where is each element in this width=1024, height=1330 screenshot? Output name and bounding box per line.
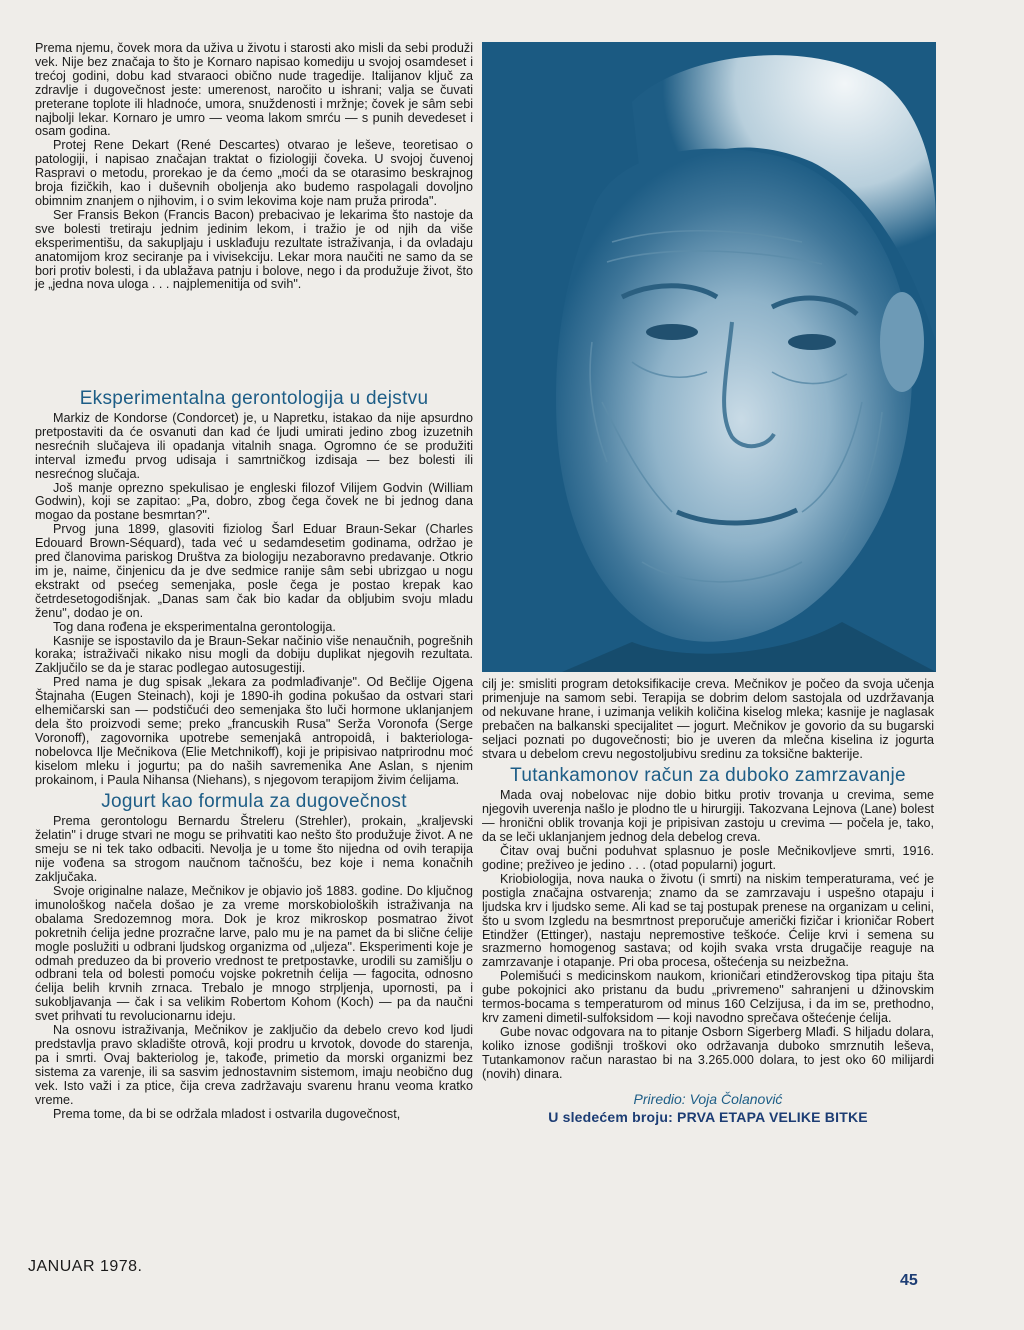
paragraph: Protej Rene Dekart (René Descartes) otvarao je leševe, teoretisao o patologiji, i napisao značajan traktat o fiziologiji čoveka. U svojoj čuvenoj Raspravi o metodu, prorekao je da ćemo „moći da se otarasimo beskrajnog broja fizičkih, kao i duševnih oboljenja ako budemo raspolagali dovoljno obimnim znanjem o njihovim, i o svim lekovima koje nam pruža priroda". <box>35 138 473 208</box>
elderly-woman-portrait-image <box>482 42 936 672</box>
paragraph: Tog dana rođena je eksperimentalna gerontologija. <box>53 619 336 634</box>
paragraph: Kriobiologija, nova nauka o životu (i smrti) na niskim temperaturama, već je postigla značajna ostvarenja; znamo da se zamrzavaju i uspešno otapaju i ljudska krv i ljudsko seme. Ali kad se taj postupak prenese na organizam u celini, što u svom Izgledu na besmrtnost preporučuje američki fizičar i krioničar Robert Etindžer (Ettinger), nastaju nepremostive teškoće. Ćelije krvi i semena su srazmerno homogenog sastava; od kojih svaka vrsta drugačije reaguje na zamrzavanje i otapanje. Pri oba procesa, oštećenja su neizbežna. <box>482 871 934 970</box>
right-column <box>482 678 934 1125</box>
paragraph: Kasnije se ispostavilo da je Braun-Sekar načinio više nenaučnih, pogrešnih koraka; istraživači nikako nisu mogli da dobiju duplikat njegovih rezultata. Zaključilo se da je starac podlegao autosugestiji. <box>35 633 473 676</box>
portrait-photo <box>482 42 936 672</box>
left-column-top <box>35 42 473 292</box>
paragraph: Prema tome, da bi se održala mladost i ostvarila dugovečnost, <box>53 1106 401 1121</box>
paragraph: Ser Fransis Bekon (Francis Bacon) prebacivao je lekarima što nastoje da sve bolesti tretiraju jednim jedinim lekom, i tražio je od njih da više eksperimentišu, da sakupljaju i usklađuju rezultate istraživanja, i da ovladaju anatomijom kroz seciranje pa i vivisekciju. Lekar mora naučiti ne samo da se bori protiv bolesti, i da ublažava patnju i bolove, nego i da produžuje život, što je „jedna nova uloga . . . najplemenitija od svih". <box>35 207 473 292</box>
issue-date: JANUAR 1978. <box>28 1258 143 1275</box>
paragraph: Prema gerontologu Bernardu Štreleru (Strehler), prokain, „kraljevski želatin" i druge stvari ne mogu se prihvatiti kao nešto što produžuje život. A ne smeju se ni tek tako odbaciti. Nevolja je u tome što nijedna od ovih terapija nije vođena sa strogom naučnom tačnošću, bez koje i nema konačnih zaključaka. <box>35 814 473 885</box>
paragraph: Polemišući s medicinskom naukom, krioničari etindžerovskog tipa pitaju šta gube pokojnici ako pristanu da budu „privremeno" sahranjeni u džinovskim termos-bocama s temperaturom od minus 160 Celzijusa, i da im se, prethodno, krv zameni dimetil-sulfoksidom — koji navodno sprečava oštećenje ćelija. <box>482 969 934 1025</box>
paragraph: cilj je: smisliti program detoksifikacije creva. Mečnikov je počeo da svoja učenja primenjuje na samom sebi. Terapija se dobrim delom sastojala od uzdržavanja od nekuvane hrane, i uzimanja velikih količina kiselog mleka; kasnije je naglasak prebačen na balkanski specijalitet — jogurt. Mečnikov je govorio da su bugarski seljaci poznati po dugovečnosti; bio je uveren da mlečna kiselina iz jogurta stvara u debelom crevu negostoljubivu sredinu za toksične bakterije. <box>482 677 934 761</box>
paragraph: Pred nama je dug spisak „lekara za podmlađivanje". Od Bečlije Ojgena Štajnaha (Eugen Steinach), koji je 1890-ih godina pokušao da ostvari stari elhemičarski san — podstičući deo semenjaka što luči hormone uklanjanjem dela što proizvodi seme; preko „francuskih Rusa" Serža Voronofa (Serge Voronoff), zagovornika upotrebe semenjakâ antropoidâ, i bakteriologa-nobelovca Ilje Mečnikova (Elie Metchnikoff), koji je pripisivao natprirodnu moć kiselom mleku i jogurtu; pa do naših savremenika Ane Aslan, s njenim prokainom, i Paula Nihansa (Niehans), s njegovom terapijom živim ćelijama. <box>35 675 473 787</box>
page-number: 45 <box>900 1272 918 1289</box>
left-column-bottom <box>35 384 473 1121</box>
section-heading: Eksperimentalna gerontologija u dejstvu <box>79 388 429 409</box>
paragraph: Markiz de Kondorse (Condorcet) je, u Napretku, istakao da nije apsurdno pretpostaviti da će osvanuti dan kad će ljudi umirati jedino zbog izuzetnih nesrećnih slučajeva ili opadanja vitalnih snaga. Ogromno će se produžiti interval između prvog udisaja i samrtničkog izdisaja — bez bolesti ili nesrećnog slučaja. <box>35 411 473 481</box>
paragraph: Mada ovaj nobelovac nije dobio bitku protiv trovanja u crevima, seme njegovih uverenja našlo je plodno tle u hirurgiji. Takozvana Lejnova (Lane) bolest — hronični oblik trovanja koji je pripisivan zastoju u crevima — počela je, tako, da se leči uklanjanjem jednog dela debelog creva. <box>482 788 934 845</box>
section-heading: Tutankamonov račun za duboko zamrzavanje <box>510 765 906 787</box>
paragraph: Svoje originalne nalaze, Mečnikov je objavio još 1883. godine. Do ključnog imunološkog načela došao je za vreme morskobioloških istraživanja na obalama Sredozemnog mora. Dok je kroz mikroskop posmatrao život pokretnih ćelija jedne prozračne larve, palo mu je na pamet da bi slične ćelije mogle poslužiti u odbrani ljudskog organizma od „uljeza". Eksperimenti koje je odmah preduzeo da bi proverio vrednost te pretpostavke, urodili su zamišlju o odbrani tela od bolesti pomoću vojske pokretnih ćelija — fagocita, odnosno ćelija belih krvnih zrnaca. Trebalo je mnogo strpljenja, upornosti, pa i sukobljavanja — čak i sa velikim Robertom Kohom (Koch) — pa da naučni svet prihvati tu revolucionarnu ideju. <box>35 884 473 1024</box>
paragraph: Još manje oprezno spekulisao je engleski filozof Vilijem Godvin (William Godwin), koji se zapitao: „Pa, dobro, zbog čega čovek ne bi jednog dana mogao da postane besmrtan?". <box>35 480 473 523</box>
paragraph: Prvog juna 1899, glasoviti fiziolog Šarl Eduar Braun-Sekar (Charles Edouard Brown-Séquard), tada već u sedamdesetim godinama, održao je pred članovima pariskog Društva za biologiju nezaboravno predavanje. Otkrio im je, naime, činjenicu da je dve sedmice ranije sâm sebi ubrizgao u nogu ekstrakt od psećeg semenjaka, posle čega je postao krepak kao četrdesetogodišnjak. „Danas sam čak bio kadar da obljubim svoju mladu ženu", dodao je on. <box>35 522 473 620</box>
paragraph: Na osnovu istraživanja, Mečnikov je zaključio da debelo crevo kod ljudi predstavlja pravo skladište otrovâ, koji prodru u krvotok, dovode do starenja, pa i smrti. Ovaj bakteriolog je, takođe, primetio da morski organizmi bez sistema za varenje, ili sa sasvim jednostavnim sistemom, imaju neobično dug vek. Isto važi i za ptice, čija creva zadržavaju svarenu hranu veoma kratko vreme. <box>35 1023 473 1107</box>
next-issue-teaser: U sledećem broju: PRVA ETAPA VELIKE BITKE <box>548 1109 868 1126</box>
paragraph: Gube novac odgovara na to pitanje Osborn Sigerberg Mlađi. S hiljadu dolara, koliko iznose godišnji troškovi oko održavanja duboko smrznutih leševa, Tutankamonov račun narastao bi na 3.265.000 dolara, to jest oko 60 milijardi (novih) dinara. <box>482 1024 934 1081</box>
section-heading: Jogurt kao formula za dugovečnost <box>101 791 407 813</box>
paragraph: Prema njemu, čovek mora da uživa u životu i starosti ako misli da sebi produži vek. Nije bez značaja to što je Kornaro napisao komediju u svojoj osamdeset i trećoj godini, dobu kad stvaraoci obično nude tragedije. Italijanov ključ za zdravlje i dugovečnost jeste: umerenost, naročito u ishrani; valja se čuvati preterane toplote ili hladnoće, umora, snuždenosti i mržnje; čovek je sâm sebi najbolji lekar. Kornaro je umro — veoma lakom smrću — s punih devedeset i osam godina. <box>35 41 473 139</box>
paragraph: Čitav ovaj bučni poduhvat splasnuo je posle Mečnikovljeve smrti, 1916. godine; preživeo je jedino . . . (otad popularni) jogurt. <box>482 844 934 872</box>
author-byline: Priredio: Voja Čolanović <box>633 1091 783 1108</box>
